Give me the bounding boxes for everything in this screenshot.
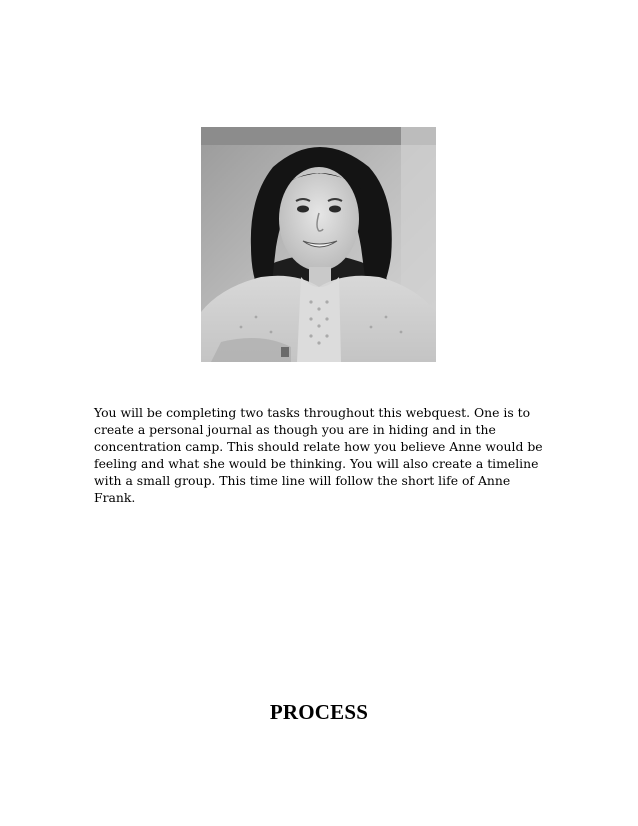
portrait-image: [201, 127, 436, 362]
intro-paragraph: You will be completing two tasks throughout this webquest. One is to create a personal journal as though you are in hiding and in the concentration camp. This should relate how you believe Anne would be feeling and what she would be thinking. You will also create a timeline with a small group. This time line will follow the short life of Anne Frank.: [94, 405, 543, 505]
portrait-photo: [201, 127, 436, 362]
section-heading: PROCESS: [269, 700, 369, 724]
